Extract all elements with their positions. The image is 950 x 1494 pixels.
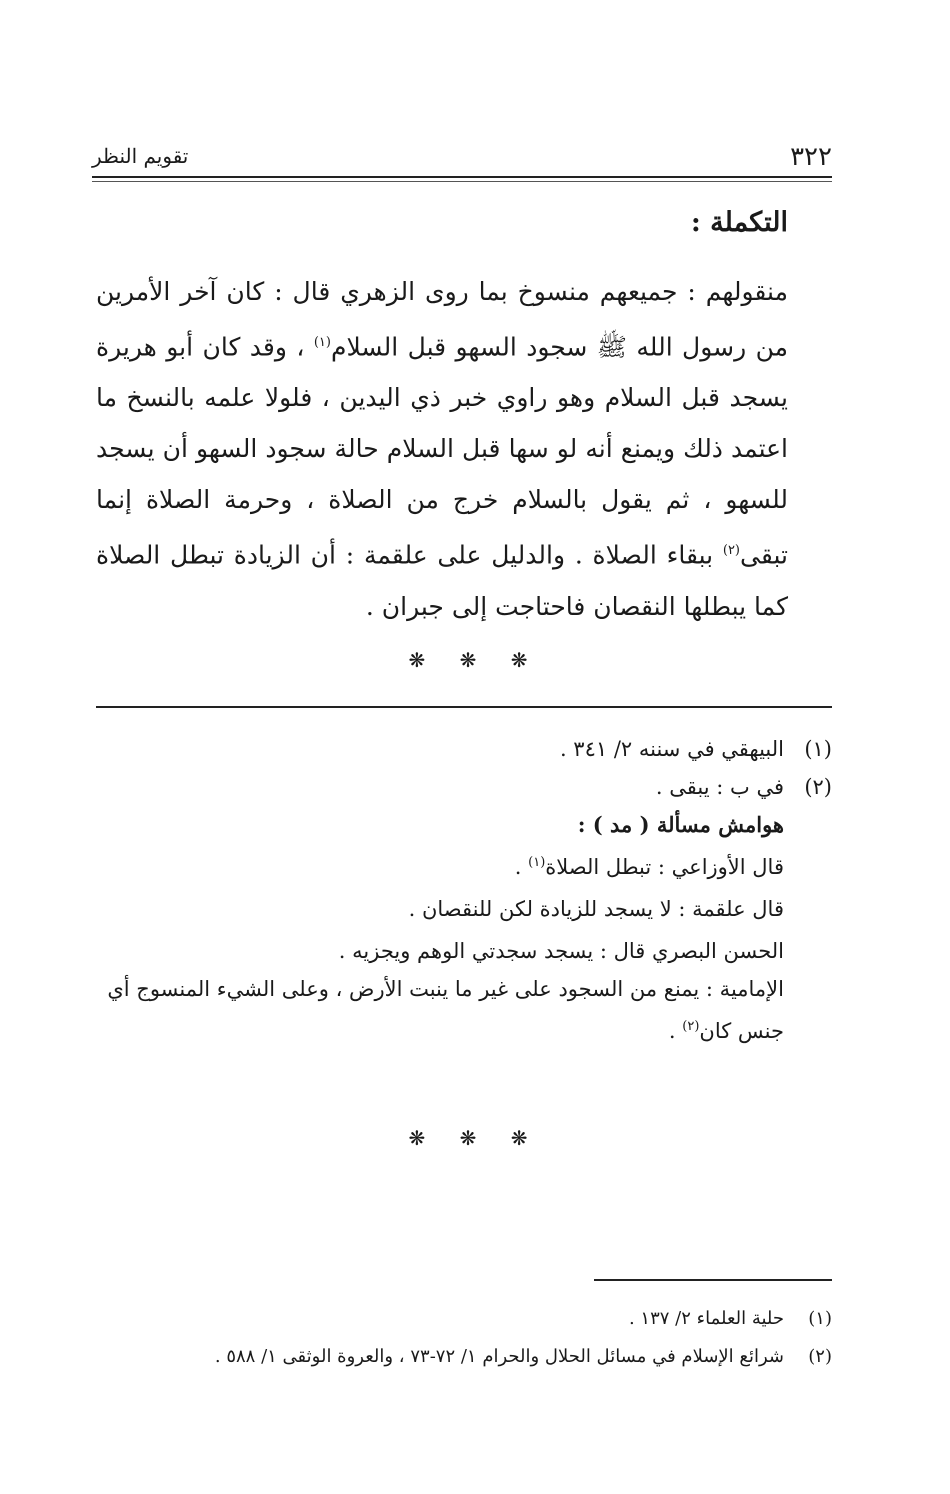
margin-note-text: الحسن البصري قال : يسجد سجدتي الوهم ويجزيه . — [338, 939, 784, 963]
footnote-number: (٢) — [808, 1346, 832, 1367]
footnote-ref: (٢) — [682, 1019, 700, 1034]
section-heading: التكملة : — [690, 207, 788, 238]
margin-note-text: قال الأوزاعي : تبطل الصلاة — [545, 855, 784, 879]
footnote-text: شرائع الإسلام في مسائل الحلال والحرام ١/ ٧٢-٧٣ ، والعروة الوثقى ١/ ٥٨٨ . — [214, 1346, 784, 1367]
footnote-text: حلية العلماء ٢/ ١٣٧ . — [628, 1308, 784, 1329]
margin-notes — [92, 806, 832, 1050]
margin-footnote-rule — [594, 1279, 832, 1281]
page-header — [92, 142, 832, 178]
margin-note-line — [92, 844, 784, 886]
footnote-item — [92, 1300, 832, 1338]
section-separator: ❋ ❋ ❋ — [408, 1126, 542, 1150]
footnote-text: البيهقي في سننه ٢/ ٣٤١ . — [559, 737, 784, 761]
body-text-part: منقولهم : جميعهم منسوخ بما روى الزهري قال : كان آخر الأمرين من رسول الله ﷺ سجود السهو قبل السلام — [96, 277, 789, 362]
footnotes — [92, 730, 832, 1050]
margin-note-line — [92, 886, 784, 928]
body-paragraph — [96, 266, 788, 632]
footnote-ref: (١) — [313, 335, 331, 350]
page-number: ٣٢٢ — [790, 142, 832, 172]
footnote-number: (١) — [804, 737, 832, 761]
footnote-number: (١) — [808, 1308, 832, 1329]
footnote-text: في ب : يبقى . — [655, 775, 784, 799]
footnote-ref: (٢) — [722, 543, 740, 559]
margin-note-text: قال علقمة : لا يسجد للزيادة لكن للنقصان . — [408, 897, 784, 921]
running-title: تقويم النظر — [92, 144, 189, 168]
section-separator: ❋ ❋ ❋ — [408, 648, 542, 672]
body-text-part: ببقاء الصلاة . والدليل على علقمة : أن الزيادة تبطل الصلاة كما يبطلها النقصان فاحتاجت إلى جبران . — [96, 540, 788, 621]
footnote-item — [92, 1338, 832, 1376]
margin-note-line — [92, 928, 784, 970]
margin-note-tail: . — [514, 855, 529, 879]
margin-note-text: الإمامية : يمنع من السجود على غير ما ينبت الأرض ، وعلى الشيء المنسوج أي جنس كان — [107, 977, 784, 1043]
footnote-number: (٢) — [804, 775, 832, 799]
header-rule — [92, 176, 832, 178]
footnote-rule — [96, 706, 832, 708]
footnote-item — [92, 730, 832, 768]
footnote-ref: (١) — [528, 855, 546, 870]
footnote-item — [92, 768, 832, 806]
margin-footnotes — [92, 1300, 832, 1376]
margin-note-line — [92, 970, 784, 1050]
header-rule-thin — [92, 181, 832, 182]
body-text-part: ، وقد كان أبو هريرة يسجد قبل السلام وهو راوي خبر ذي اليدين ، فلولا علمه بالنسخ ما اعتمد ذلك ويمنع أنه لو سها قبل السلام حالة سجود السهو أن يسجد للسهو ، ثم يقول بالسلام خرج من الصلاة ، وحرمة الصلاة إنما تبقى — [96, 332, 788, 570]
margin-note-tail: . — [668, 1019, 683, 1043]
margin-notes-title: هوامش مسألة ( مد ) : — [577, 812, 784, 837]
